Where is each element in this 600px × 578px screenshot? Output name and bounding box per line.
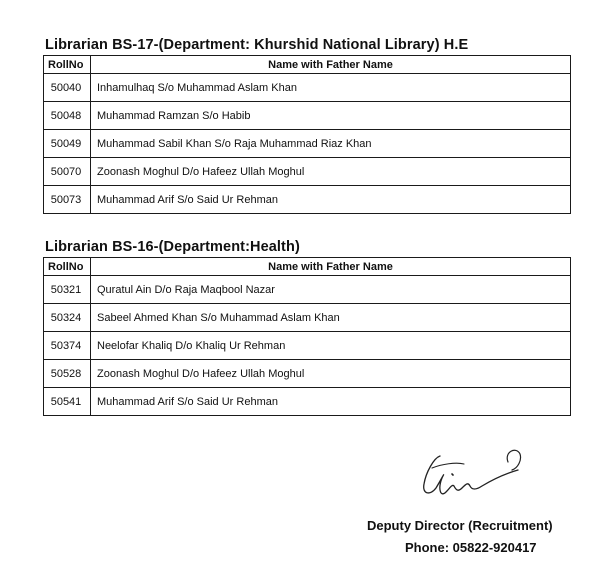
- candidate-name: Muhammad Arif S/o Said Ur Rehman: [91, 186, 571, 214]
- table-header-row: [44, 56, 571, 74]
- candidate-name: Quratul Ain D/o Raja Maqbool Nazar: [91, 276, 571, 304]
- candidate-name: Muhammad Arif S/o Said Ur Rehman: [91, 388, 571, 416]
- table-row: [44, 130, 571, 158]
- table-row: [44, 332, 571, 360]
- header-rollno: RollNo: [44, 56, 91, 74]
- roll-number: 50324: [44, 304, 91, 332]
- roll-number: 50040: [44, 74, 91, 102]
- roll-number: 50541: [44, 388, 91, 416]
- candidate-table-bs16: [43, 257, 571, 416]
- table-row: [44, 102, 571, 130]
- candidate-name: Zoonash Moghul D/o Hafeez Ullah Moghul: [91, 158, 571, 186]
- table-row: [44, 74, 571, 102]
- roll-number: 50528: [44, 360, 91, 388]
- section-title-bs17: Librarian BS-17-(Department: Khurshid National Library) H.E: [45, 37, 469, 53]
- candidate-name: Muhammad Sabil Khan S/o Raja Muhammad Riaz Khan: [91, 130, 571, 158]
- section-title-bs16: Librarian BS-16-(Department:Health): [45, 239, 300, 255]
- roll-number: 50073: [44, 186, 91, 214]
- header-rollno: RollNo: [44, 258, 91, 276]
- signature: [412, 448, 532, 510]
- candidate-table-bs17: [43, 55, 571, 214]
- candidate-name: Muhammad Ramzan S/o Habib: [91, 102, 571, 130]
- table-header-row: [44, 258, 571, 276]
- header-name: Name with Father Name: [91, 258, 571, 276]
- table-row: [44, 304, 571, 332]
- candidate-name: Neelofar Khaliq D/o Khaliq Ur Rehman: [91, 332, 571, 360]
- table-row: [44, 360, 571, 388]
- roll-number: 50321: [44, 276, 91, 304]
- table-row: [44, 276, 571, 304]
- candidate-name: Sabeel Ahmed Khan S/o Muhammad Aslam Khan: [91, 304, 571, 332]
- roll-number: 50048: [44, 102, 91, 130]
- candidate-name: Inhamulhaq S/o Muhammad Aslam Khan: [91, 74, 571, 102]
- table-row: [44, 388, 571, 416]
- roll-number: 50070: [44, 158, 91, 186]
- roll-number: 50049: [44, 130, 91, 158]
- candidate-name: Zoonash Moghul D/o Hafeez Ullah Moghul: [91, 360, 571, 388]
- contact-phone: Phone: 05822-920417: [405, 540, 537, 555]
- signatory-designation: Deputy Director (Recruitment): [367, 518, 553, 533]
- table-row: [44, 186, 571, 214]
- header-name: Name with Father Name: [91, 56, 571, 74]
- table-row: [44, 158, 571, 186]
- roll-number: 50374: [44, 332, 91, 360]
